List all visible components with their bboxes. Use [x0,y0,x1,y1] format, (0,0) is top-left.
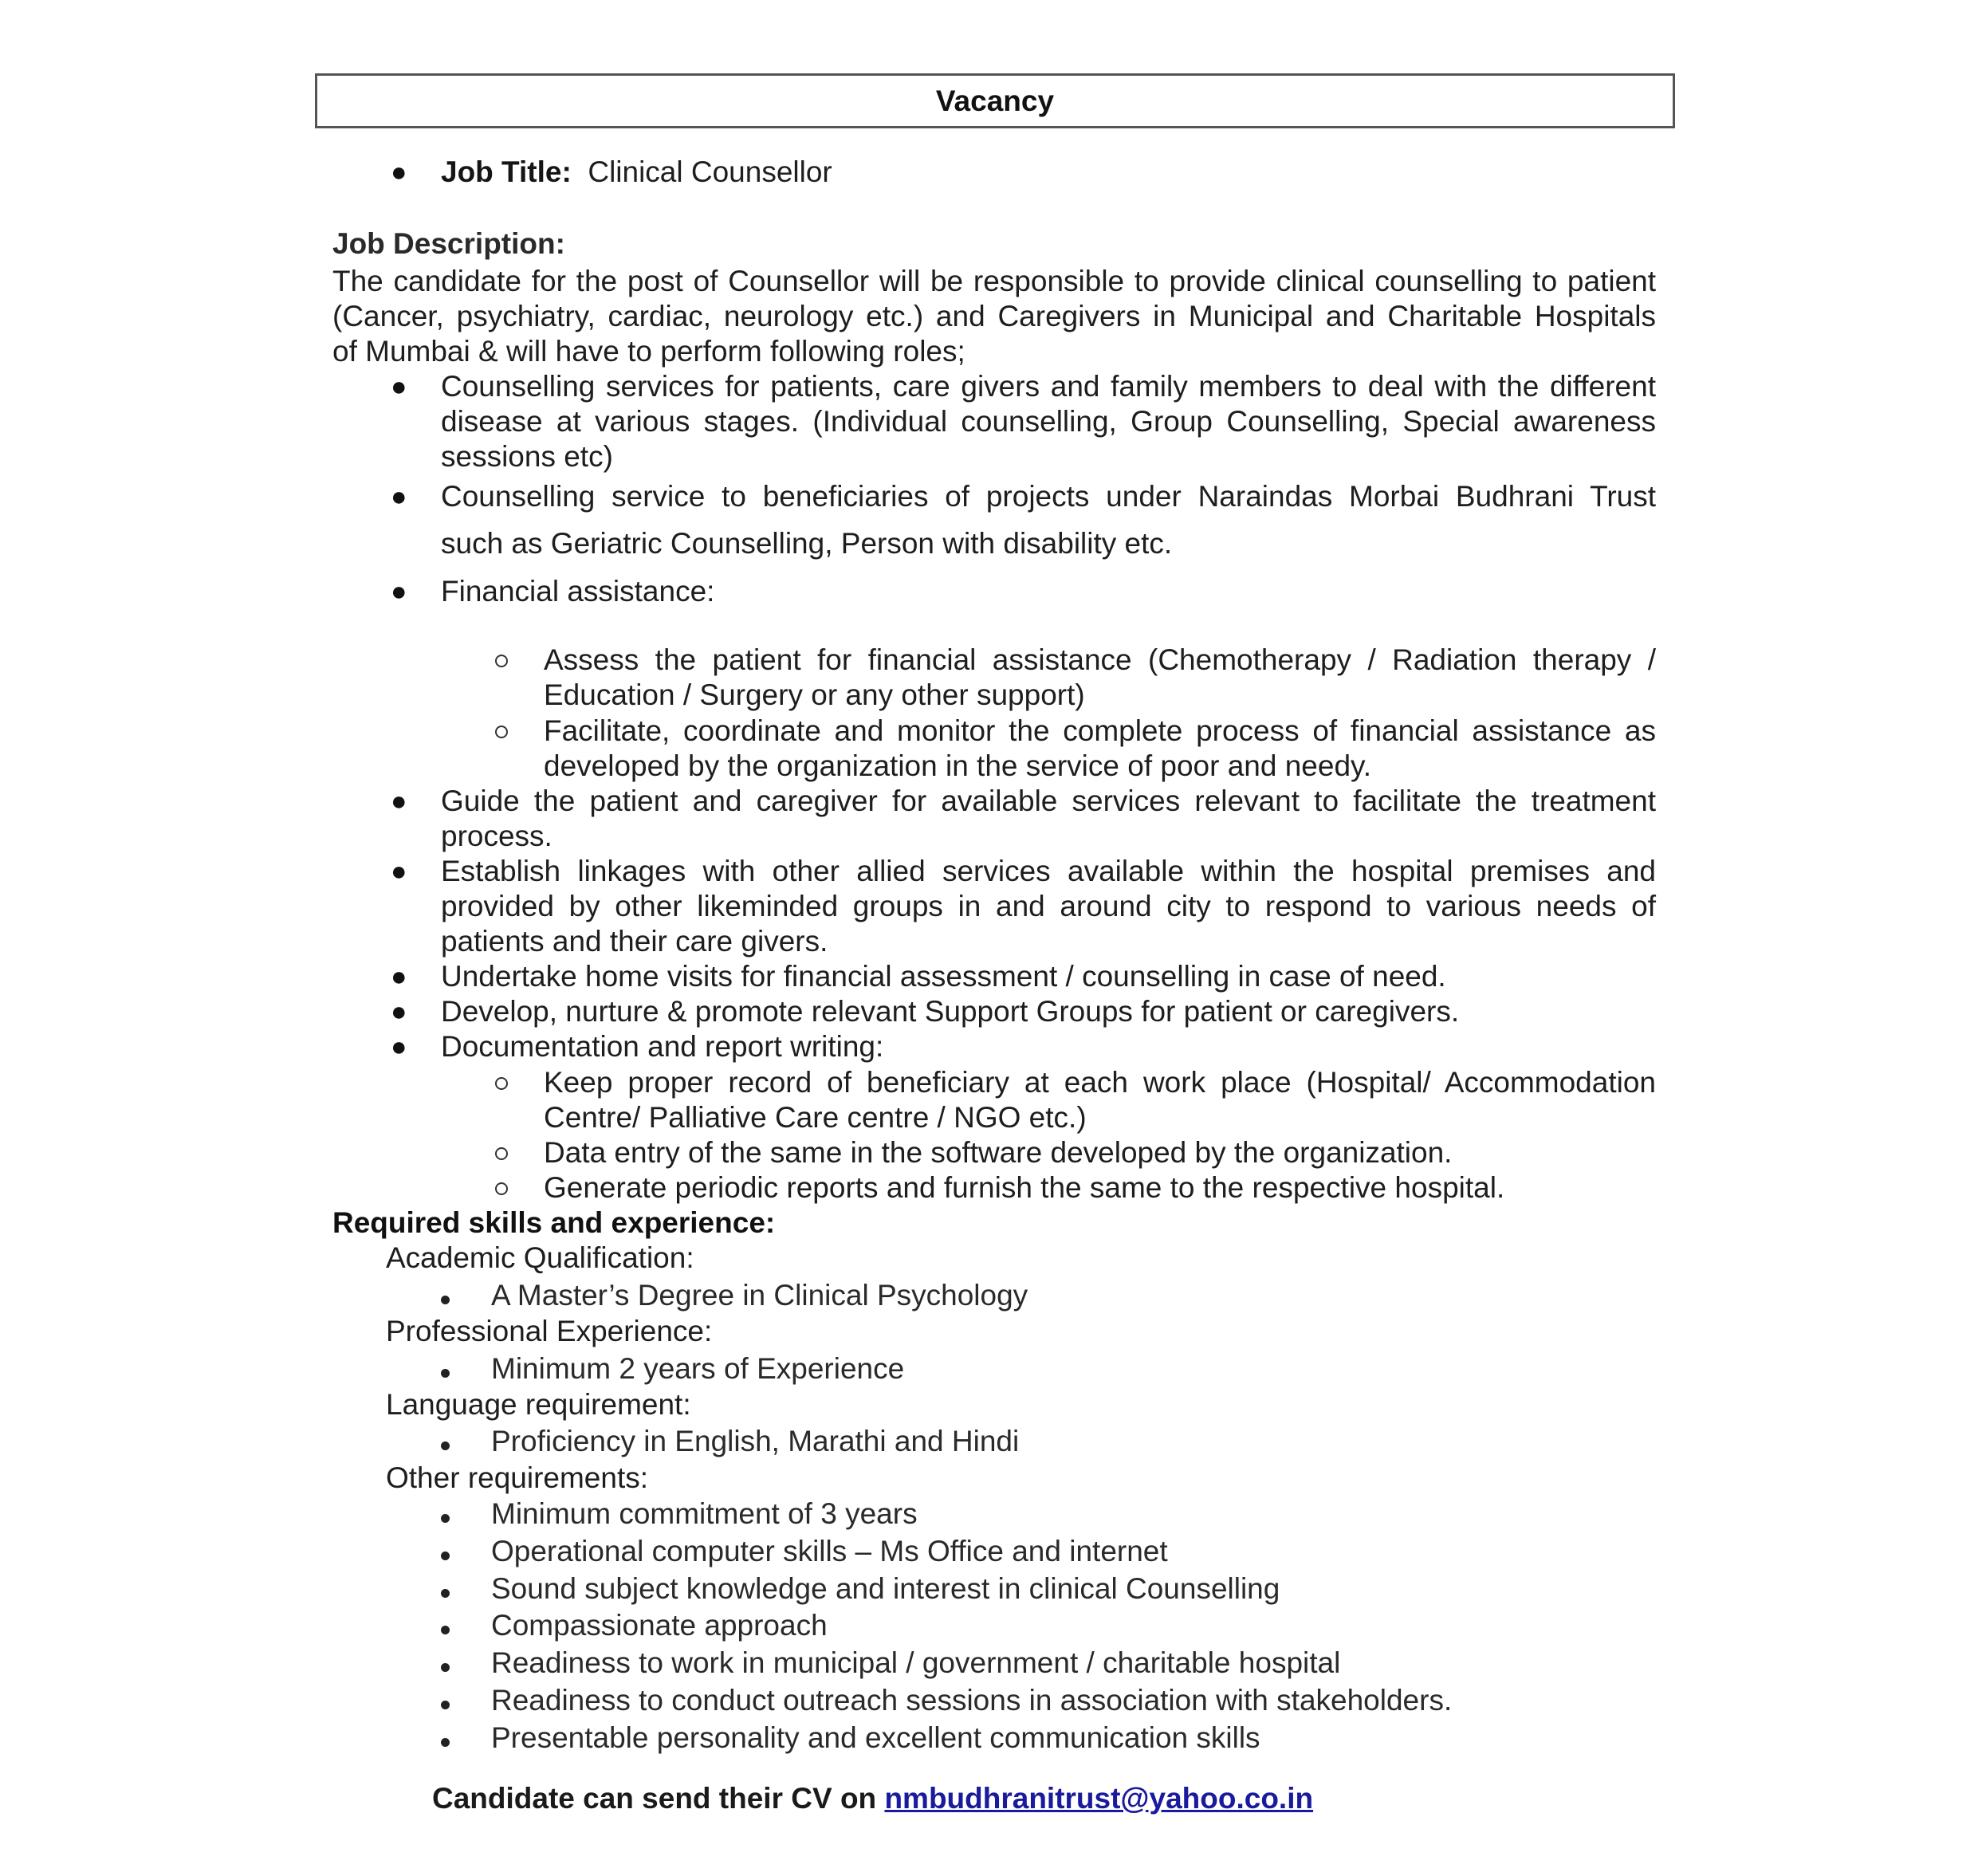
role-line: Counselling services for patients, care givers and family members to deal with the different [441,370,1656,403]
intro-line: The candidate for the post of Counsellor will be responsible to provide clinical counselling to patient [332,265,1656,297]
bullet-icon [441,1701,450,1709]
other-item: Compassionate approach [491,1609,828,1642]
other-item: Minimum commitment of 3 years [491,1497,918,1530]
sub-role-line: developed by the organization in the service of poor and needy. [544,749,1372,782]
job-title-value: Clinical Counsellor [588,155,832,188]
bullet-icon: ● [391,482,407,512]
requirements-heading: Required skills and experience: [332,1206,776,1239]
bullet-icon: ● [391,576,407,607]
language-item: Proficiency in English, Marathi and Hindi [491,1425,1020,1457]
bullet-icon [441,1514,450,1523]
sub-bullet-icon [495,1077,508,1090]
intro-line: of Mumbai & will have to perform following roles; [332,335,965,368]
role-line: Counselling service to beneficiaries of projects under Naraindas Morbai Budhrani Trust [441,480,1656,513]
bullet-icon [441,1296,450,1304]
role-line: Undertake home visits for financial assessment / counselling in case of need. [441,960,1446,993]
other-item: Readiness to conduct outreach sessions in association with stakeholders. [491,1684,1453,1717]
sub-role-line: Generate periodic reports and furnish the same to the respective hospital. [544,1171,1505,1204]
contact-line [432,1781,1313,1816]
role-line: process. [441,820,553,852]
role-line: such as Geriatric Counselling, Person with disability etc. [441,527,1173,560]
job-title-label: Job Title: [441,155,572,188]
other-item: Sound subject knowledge and interest in clinical Counselling [491,1572,1280,1605]
job-title-row [441,155,832,190]
sub-bullet-icon [495,1182,508,1195]
professional-item: Minimum 2 years of Experience [491,1352,905,1385]
title-box [315,73,1675,128]
sub-role-line: Data entry of the same in the software developed by the organization. [544,1136,1453,1169]
other-item: Readiness to work in municipal / government / charitable hospital [491,1646,1341,1679]
bullet-icon [441,1738,450,1747]
academic-label: Academic Qualification: [386,1241,694,1274]
bullet-icon: ● [391,1032,407,1062]
bullet-icon [441,1369,450,1378]
bullet-icon [441,1589,450,1598]
professional-label: Professional Experience: [386,1315,713,1347]
role-line: Establish linkages with other allied services available within the hospital premises and [441,855,1656,887]
bullet-icon [441,1552,450,1560]
sub-role-line: Facilitate, coordinate and monitor the complete process of financial assistance as [544,714,1656,747]
bullet-icon: ● [391,962,407,992]
bullet-icon: ● [391,997,407,1027]
role-line: Financial assistance: [441,575,715,608]
role-line: disease at various stages. (Individual counselling, Group Counselling, Special awareness [441,405,1656,438]
bullet-icon [441,1441,450,1450]
page-title: Vacancy [935,85,1055,117]
role-line: Guide the patient and caregiver for available services relevant to facilitate the treatment [441,785,1656,817]
role-line: Develop, nurture & promote relevant Support Groups for patient or caregivers. [441,995,1460,1028]
academic-item: A Master’s Degree in Clinical Psychology [491,1279,1028,1312]
role-line: sessions etc) [441,440,613,473]
role-line: provided by other likeminded groups in and around city to respond to various needs of [441,890,1656,922]
other-item: Presentable personality and excellent communication skills [491,1721,1260,1754]
bullet-icon [441,1626,450,1634]
sub-role-line: Centre/ Palliative Care centre / NGO etc.) [544,1101,1087,1134]
bullet-icon [441,1663,450,1672]
intro-line: (Cancer, psychiatry, cardiac, neurology etc.) and Caregivers in Municipal and Charitable Hospitals [332,300,1656,332]
sub-bullet-icon [495,655,508,667]
bullet-icon: ● [391,157,407,187]
bullet-icon: ● [391,372,407,402]
email-link[interactable]: nmbudhranitrust@yahoo.co.in [884,1782,1314,1815]
other-item: Operational computer skills – Ms Office and internet [491,1535,1168,1567]
job-description-heading: Job Description: [332,227,565,260]
bullet-icon: ● [391,856,407,887]
sub-bullet-icon [495,726,508,738]
other-label: Other requirements: [386,1461,649,1494]
sub-role-line: Assess the patient for financial assistance (Chemotherapy / Radiation therapy / [544,643,1656,676]
sub-role-line: Keep proper record of beneficiary at each work place (Hospital/ Accommodation [544,1066,1656,1099]
bullet-icon: ● [391,786,407,816]
sub-role-line: Education / Surgery or any other support) [544,678,1085,711]
sub-bullet-icon [495,1147,508,1160]
contact-text: Candidate can send their CV on [432,1782,885,1815]
role-line: Documentation and report writing: [441,1030,884,1063]
language-label: Language requirement: [386,1388,691,1421]
role-line: patients and their care givers. [441,925,828,958]
